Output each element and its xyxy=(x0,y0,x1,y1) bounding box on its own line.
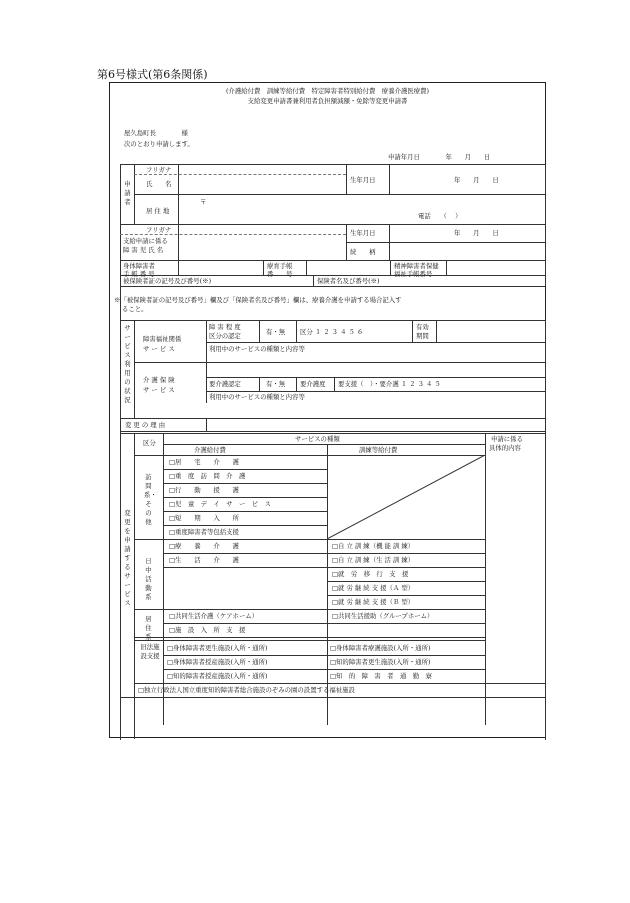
visit-item-5[interactable]: □短 期 入 所 xyxy=(169,514,239,522)
form-title: 支給変更申請書兼利用者負担額減額・免除等変更申請書 xyxy=(247,97,408,105)
old-care-item-2[interactable]: □身体障害者授産施設(入所・通所) xyxy=(167,658,268,666)
mental-cert-label-2: 福祉手帳番号 xyxy=(394,270,433,278)
child-birthdate-value: 年 月 日 xyxy=(454,229,499,237)
residence-care-item-1[interactable]: □共同生活介護（ケアホーム） xyxy=(169,612,259,620)
old-training-item-2[interactable]: □知的障害者更生施設(入所・通所) xyxy=(330,658,431,666)
insurer-name-label: 保険者名及び番号(※) xyxy=(317,277,380,285)
applicant-birthdate-label: 生年月日 xyxy=(350,176,376,184)
child-relationship-field[interactable] xyxy=(390,243,544,259)
visit-item-1[interactable]: □居 宅 介 護 xyxy=(169,458,239,466)
old-training-item-3[interactable]: □知 的 障 害 者 通 勤 寮 xyxy=(330,672,432,680)
change-reason-field[interactable] xyxy=(207,419,544,430)
applicant-furigana-field[interactable] xyxy=(179,165,345,173)
application-form xyxy=(109,82,546,738)
disability-grade-label-2: 区分の認定 xyxy=(209,332,241,340)
postal-mark: 〒 xyxy=(200,198,207,206)
old-care-item-1[interactable]: □身体障害者更生施設(入所・通所) xyxy=(167,644,268,652)
services-side-label: 変更を申請するサービス xyxy=(124,509,131,607)
application-date: 申請年月日 年 月 日 xyxy=(388,153,491,161)
ryoiku-label-1: 療育手帳 xyxy=(267,262,293,270)
day-care-item-2[interactable]: □生 活 介 護 xyxy=(169,556,239,564)
day-training-item-3[interactable]: □就 労 移 行 支 援 xyxy=(332,570,409,578)
form-number: 第6号様式(第6条関係) xyxy=(97,68,208,81)
training-benefits-header: 訓練等給付費 xyxy=(359,446,398,454)
disability-grade-label-1: 障 害 程 度 xyxy=(209,323,241,331)
child-birthdate-field[interactable] xyxy=(390,225,544,241)
residence-category-label: 居住系 xyxy=(145,615,152,641)
residence-care-item-2[interactable]: □施 設 入 所 支 援 xyxy=(169,626,246,634)
applicant-phone: 電話 （ ） xyxy=(418,212,462,220)
valid-period-label-2: 期間 xyxy=(416,332,429,340)
insurer-name-field[interactable] xyxy=(395,276,544,286)
mental-cert-number-field[interactable] xyxy=(447,261,544,275)
care-level-label: 要介護度 xyxy=(300,380,326,388)
applicant-birthdate-field[interactable] xyxy=(390,165,544,193)
old-training-item-1[interactable]: □身体障害者療護施設(入所・通所) xyxy=(330,644,431,652)
physical-cert-number-field[interactable] xyxy=(179,261,262,275)
usage-side-label: サービス利用の状況 xyxy=(124,324,131,404)
child-furigana-field[interactable] xyxy=(179,225,345,233)
applicant-name-label: 氏 名 xyxy=(146,180,172,188)
category-label: 区分 xyxy=(143,439,156,447)
visit-item-2[interactable]: □重 度 訪 問 介 護 xyxy=(169,472,246,480)
applicant-name-field[interactable] xyxy=(179,175,345,193)
day-training-item-5[interactable]: □就 労 継 続 支 援（Ｂ 型） xyxy=(332,598,415,606)
care-certification-label: 要介護認定 xyxy=(209,380,241,388)
form-subtitle: (介護給付費 訓練等給付費 特定障害者特別給付費 療養介護医療費) xyxy=(225,87,430,95)
not-applicable-diagonal xyxy=(327,455,485,539)
day-training-item-2[interactable]: □自 立 訓 練（生 活 訓 練） xyxy=(332,556,415,564)
welfare-current-services: 利用中のサービスの種類と内容等 xyxy=(209,345,305,353)
welfare-service-label-1: 障害福祉関係 xyxy=(143,335,182,343)
change-reason-label: 変 更 の 理 由 xyxy=(125,421,166,429)
physical-cert-label-1: 身体障害者 xyxy=(123,262,155,270)
addressee: 屋久島町長 様 xyxy=(124,129,188,137)
intro-text: 次のとおり申請します。 xyxy=(124,140,194,148)
residence-training-item-1[interactable]: □共同生活援助（グループホーム） xyxy=(332,612,434,620)
welfare-service-label-2: サ ー ビ ス xyxy=(143,345,175,353)
valid-period-label-1: 有効 xyxy=(416,323,429,331)
visit-category-label: 訪問系・その他 xyxy=(144,473,157,526)
old-facility-label: 旧法施設支援 xyxy=(140,643,160,660)
care-support-level[interactable]: 要支援（ ）・要介護 １ ２ ３ ４ ５ xyxy=(338,380,441,388)
welfare-services-field[interactable] xyxy=(207,344,544,360)
disability-grade-yes-no[interactable]: 有・無 xyxy=(266,328,286,336)
note-line-2: ること。 xyxy=(122,305,148,313)
ryoiku-number-field[interactable] xyxy=(307,261,389,275)
applicant-birthdate-value: 年 月 日 xyxy=(454,176,499,184)
child-furigana-label: フリガナ xyxy=(146,226,172,234)
note-line-1: ※「被保険者証の記号及び番号」欄及び「保険者名及び番号」欄は、療養介護を申請する場合記入す xyxy=(114,296,402,304)
day-category-label: 日中活動系 xyxy=(145,557,152,601)
applicant-furigana-label: フリガナ xyxy=(146,166,172,174)
applicant-address-label: 居 住 地 xyxy=(146,207,170,215)
care-benefits-header: 介護給付費 xyxy=(194,446,226,454)
child-name-field[interactable] xyxy=(179,235,345,259)
mental-cert-label-1: 精神障害者保健 xyxy=(394,262,439,270)
care-services-field[interactable] xyxy=(207,392,544,408)
care-cert-yes-no[interactable]: 有・無 xyxy=(266,380,286,388)
insured-number-field[interactable] xyxy=(241,276,312,286)
national-facility-item[interactable]: □独立行政法人国立重度知的障害者総合施設のぞみの園の設置する福祉施設 xyxy=(138,686,355,694)
visit-item-6[interactable]: □重度障害者等包括支援 xyxy=(169,528,239,536)
valid-period-field[interactable] xyxy=(437,321,544,341)
physical-cert-label-2: 手 帳 番 号 xyxy=(123,270,155,278)
child-name-label-2: 障 害 児 氏 名 xyxy=(123,246,164,254)
insured-number-label: 被保険者証の記号及び番号(※) xyxy=(123,277,212,285)
old-care-item-3[interactable]: □知的障害者授産施設(入所・通所) xyxy=(167,672,268,680)
visit-item-4[interactable]: □児 童 デ イ サ ー ビ ス xyxy=(169,500,271,508)
day-care-item-1[interactable]: □療 養 介 護 xyxy=(169,542,239,550)
care-current-services: 利用中のサービスの種類と内容等 xyxy=(209,393,305,401)
day-training-item-4[interactable]: □就 労 継 続 支 援（Ａ 型） xyxy=(332,584,415,592)
ryoiku-label-2: 番 号 xyxy=(267,270,293,278)
care-insurance-label-2: サ ー ビ ス xyxy=(143,386,175,394)
specific-content-label-2: 具体的内容 xyxy=(489,444,521,452)
specific-content-label-1: 申請に係る xyxy=(491,435,523,443)
service-types-label: サービスの種類 xyxy=(295,435,340,443)
care-insurance-label-1: 介 護 保 険 xyxy=(143,376,175,384)
visit-item-3[interactable]: □行 動 援 護 xyxy=(169,486,239,494)
applicant-section-label: 申請者 xyxy=(124,180,131,206)
child-relationship-label: 続 柄 xyxy=(350,248,376,256)
child-name-label-1: 支給申請に係る xyxy=(123,237,168,245)
child-birthdate-label: 生年月日 xyxy=(350,229,376,237)
disability-grade-division[interactable]: 区分 １ ２ ３ ４ ５ ６ xyxy=(300,328,364,336)
applicant-address-field[interactable] xyxy=(179,195,544,223)
day-training-item-1[interactable]: □自 立 訓 練（機 能 訓 練） xyxy=(332,542,415,550)
